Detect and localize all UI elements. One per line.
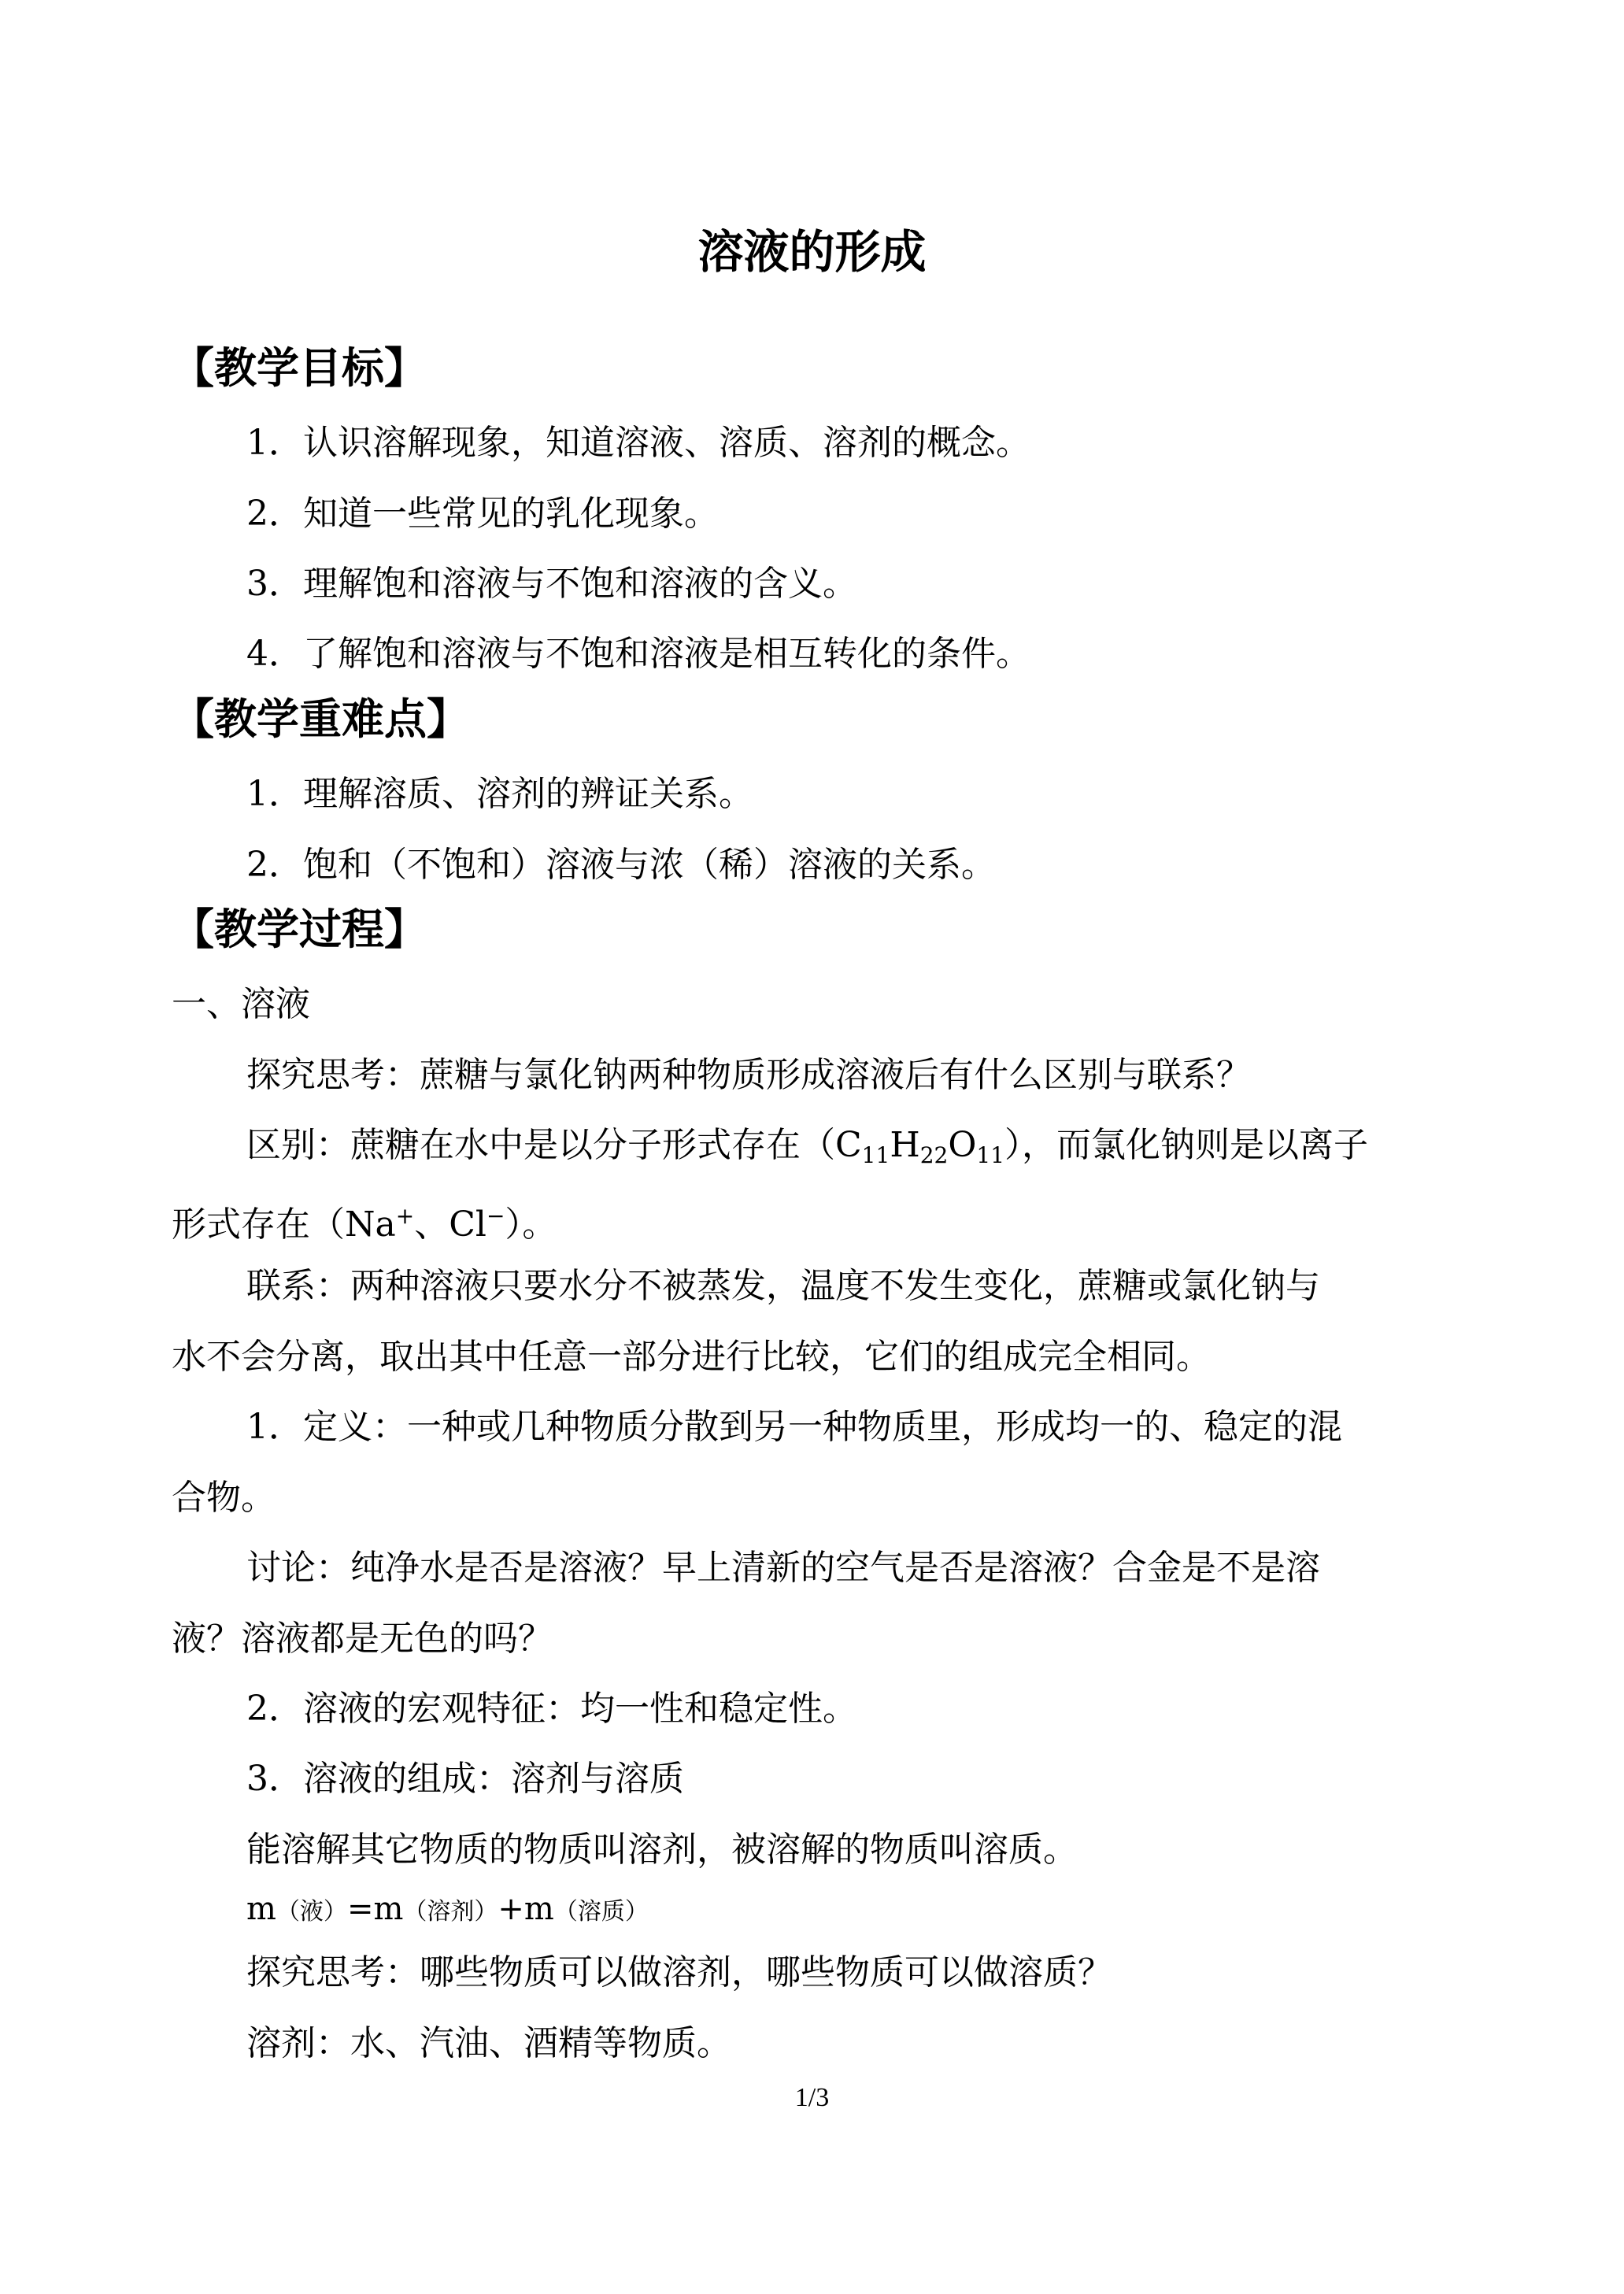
macro-feature-line: 2．溶液的宏观特征：均一性和稳定性。: [246, 1689, 857, 1729]
formula-m1: m: [246, 1891, 276, 1927]
difference-text-b: ），而氯化钠则是以离子: [1004, 1125, 1369, 1165]
heading-teaching-process: 【教学过程】: [172, 905, 427, 954]
document-title: 溶液的形成: [697, 225, 927, 279]
difficulty-item-1: 1．理解溶质、溶剂的辨证关系。: [246, 774, 753, 814]
discussion-line-2: 液？溶液都是无色的吗？: [172, 1619, 553, 1659]
oxygen-symbol: O: [948, 1125, 977, 1165]
sodium-charge: +: [395, 1203, 415, 1229]
difference-text-d: 、Cl: [414, 1204, 486, 1245]
formula-plus: +m: [498, 1891, 554, 1927]
goal-item-2: 2．知道一些常见的乳化现象。: [246, 494, 719, 534]
link-paragraph-line-1: 联系：两种溶液只要水分不被蒸发，温度不发生变化，蔗糖或氯化钠与: [246, 1266, 1320, 1306]
goal-item-4: 4．了解饱和溶液与不饱和溶液是相互转化的条件。: [246, 634, 1030, 674]
explore-question-2: 探究思考：哪些物质可以做溶剂，哪些物质可以做溶质？: [246, 1952, 1112, 1992]
goal-item-1: 1．认识溶解现象，知道溶液、溶质、溶剂的概念。: [246, 423, 1030, 463]
definition-line-2: 合物。: [172, 1478, 276, 1518]
page-number: 1/3: [794, 2083, 830, 2112]
mass-formula: [246, 1887, 649, 1934]
solvent-definition-line: 能溶解其它物质的物质叫溶剂，被溶解的物质叫溶质。: [246, 1830, 1078, 1870]
hydrogen-symbol: H: [890, 1125, 920, 1165]
difference-paragraph-line-2: [172, 1194, 557, 1247]
difference-text-c: 形式存在（Na: [172, 1204, 396, 1245]
discussion-line-1: 讨论：纯净水是否是溶液？早上清新的空气是否是溶液？合金是不是溶: [246, 1548, 1320, 1588]
hydrogen-subscript: 22: [919, 1142, 949, 1168]
solvents-line: 溶剂：水、汽油、酒精等物质。: [246, 2023, 731, 2063]
composition-line: 3．溶液的组成：溶剂与溶质: [246, 1759, 684, 1799]
difference-text-a: 区别：蔗糖在水中是以分子形式存在（C: [246, 1125, 862, 1165]
formula-sub-solution: （液）: [276, 1898, 347, 1926]
explore-question-1: 探究思考：蔗糖与氯化钠两种物质形成溶液后有什么区别与联系？: [246, 1055, 1251, 1095]
link-paragraph-line-2: 水不会分离，取出其中任意一部分进行比较，它们的组成完全相同。: [172, 1337, 1211, 1377]
definition-line-1: 1．定义：一种或几种物质分散到另一种物质里，形成均一的、稳定的混: [246, 1407, 1342, 1447]
formula-sub-solvent: （溶剂）: [403, 1898, 498, 1926]
formula-eq: =m: [346, 1891, 404, 1927]
difference-paragraph-line-1: [246, 1123, 1368, 1178]
difficulty-item-2: 2．饱和（不饱和）溶液与浓（稀）溶液的关系。: [246, 845, 996, 885]
difference-text-e: ）。: [505, 1204, 557, 1245]
goal-item-3: 3．理解饱和溶液与不饱和溶液的含义。: [246, 564, 857, 604]
oxygen-subscript: 11: [976, 1142, 1005, 1168]
formula-sub-solute: （溶质）: [553, 1898, 649, 1926]
part-heading-solution: 一、溶液: [172, 984, 310, 1024]
carbon-subscript: 11: [861, 1142, 890, 1168]
chloride-charge: −: [486, 1203, 505, 1229]
heading-key-difficulties: 【教学重难点】: [172, 694, 469, 744]
heading-teaching-goals: 【教学目标】: [172, 343, 427, 393]
